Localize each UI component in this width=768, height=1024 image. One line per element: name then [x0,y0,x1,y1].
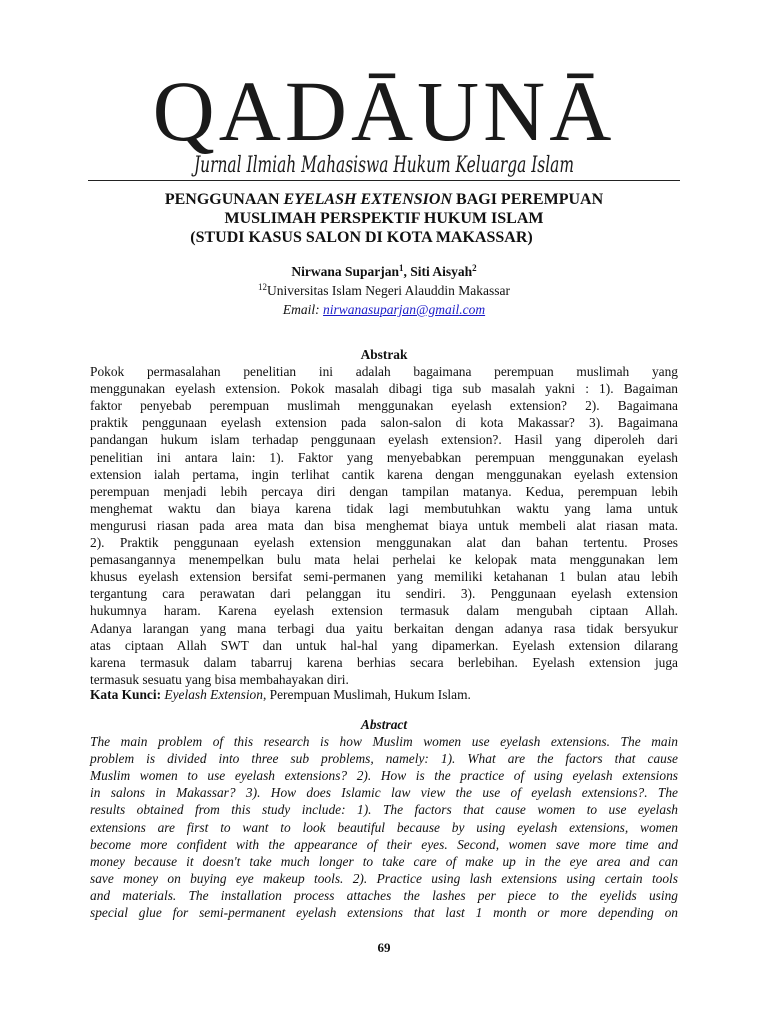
author-block [90,262,678,319]
abstrak-line: pemasangannya menempelkan bulu mata helai perhelai ke kelopak mata menggunakan lem [90,552,678,568]
journal-logo [0,52,768,187]
email-label: Email: [282,302,324,317]
abstrak-line: pandangan hukum islam terhadap penggunaan eyelash extension?. Hasil yang diperoleh dari [90,432,678,448]
author-email [90,300,678,319]
author-affiliation [90,281,678,300]
keyword-emphasis: Eyelash Extension [164,687,263,702]
abstract-line: become more confident with the appearance of their eyes. Second, women save more time and [90,836,678,852]
keywords-rest: , Perempuan Muslimah, Hukum Islam. [262,687,471,702]
abstrak-heading: Abstrak [360,347,408,362]
masthead-divider [88,180,680,181]
page-number: 69 [377,940,391,955]
abstrak-line: atas ciptaan Allah SWT dan untuk hal-hal yang dipamerkan. Eyelash extension dilarang [90,637,678,653]
abstrak-line: faktor penyebab perempuan muslimah menggunakan eyelash extension? 2). Bagaimana [90,398,678,414]
abstract-line: The main problem of this research is how Muslim women use eyelash extensions. The main [90,734,678,750]
abstract-line: results obtained from this study include: 1). The factors that cause women to use eyelash [90,802,678,818]
abstrak-line: hukumnya haram. Karena eyelash extension termasuk dalam mengubah ciptaan Allah. [90,603,678,619]
title-emphasis: EYELASH EXTENSION [283,191,453,208]
abstract-line: extensions are first to want to look beautiful because by using eyelash extensions, women [90,819,678,835]
abstract-line: in salons in Makassar? 3). How does Islamic law view the use of eyelash extensions?. The [90,785,678,801]
title-text: BAGI PEREMPUAN [452,191,604,208]
abstrak-line: extension ialah pertama, ingin terlihat cantik karena dengan menggunakan eyelash extension [90,466,678,482]
author-superscript: 2 [472,263,477,273]
abstrak-line: 2). Praktik penggunaan eyelash extension menggunakan alat dan bahan tertentu. Proses [90,535,678,551]
abstrak-line: Pokok permasalahan penelitian ini adalah bagaimana perempuan muslimah yang [90,364,678,380]
abstract-section [90,716,678,921]
title-line-3: (STUDI KASUS SALON DI KOTA MAKASSAR) [190,229,533,246]
keywords [90,686,678,703]
abstract-line: money because it doesn't take much longer to take care of make up in the eye area and can [90,853,678,869]
title-line-2: MUSLIMAH PERSPEKTIF HUKUM ISLAM [224,210,544,227]
title-text: PENGGUNAAN [164,191,284,208]
abstract-line: and materials. The installation process attaches the lashes per piece to the eyelids using [90,887,678,903]
journal-logo-text: QADĀUNĀ [152,63,616,159]
abstract-heading: Abstract [360,717,408,732]
affiliation-text: Universitas Islam Negeri Alauddin Makassar [267,283,510,298]
keywords-line [90,686,678,703]
email-link[interactable]: nirwanasuparjan@gmail.com [323,302,486,317]
abstrak-line: mengurusi riasan pada area mata dan bisa menghemat biaya untuk membeli alat riasan mata. [90,517,678,533]
abstract-line: special glue for semi-permanent eyelash extensions that last 1 month or more depending on [90,905,678,921]
abstrak-line: Adanya larangan yang mana terbagi dua yaitu berkaitan dengan adanya rasa tidak bersyukur [90,620,678,636]
abstract-line: save money on buying eye makeup tools. 2). Practice using lash extensions using certain tools [90,870,678,886]
author-superscript: 1 [399,263,404,273]
author-names [90,262,678,281]
abstrak-line: menghemat waktu dan biaya karena tidak lagi membutuhkan waktu yang lama untuk [90,500,678,516]
affiliation-superscript: 12 [258,282,268,292]
abstrak-line: karena termasuk dalam tabarruj karena berhias secara berlebihan. Eyelash extension juga [90,654,678,670]
journal-subtitle: Jurnal Ilmiah Mahasiswa Hukum Keluarga Islam [191,153,575,178]
abstract-line: problem is divided into three sub problems, namely: 1). What are the factors that cause [90,751,678,767]
abstrak-line: khusus eyelash extension bersifat semi-permanen yang memiliki ketahanan 1 bulan atau lebih [90,569,678,585]
abstrak-line: praktik penggunaan eyelash extension pada salon-salon di kota Makassar? 3). Bagaimana [90,415,678,431]
abstrak-line: penelitian ini antara lain: 1). Faktor yang menyebabkan perempuan menggunakan eyelash [90,449,678,465]
author-separator: , [403,264,411,279]
abstrak-line: menggunakan eyelash extension. Pokok masalah dibagi tiga sub masalah yakni : 1). Bagaiman [90,381,678,397]
author-name: Nirwana Suparjan [291,264,399,279]
abstrak-line: tergantung cara perawatan dari pelanggan itu sendiri. 3). Penggunaan eyelash extension [90,586,678,602]
keywords-label: Kata Kunci: [90,687,162,702]
abstrak-section [90,346,678,688]
author-name: Siti Aisyah [410,264,473,279]
article-title [90,190,678,247]
abstract-line: Muslim women to use eyelash extensions? 2). How is the practice of using eyelash extensions [90,768,678,784]
journal-masthead [0,52,768,187]
title-line-1 [90,190,678,209]
abstrak-line: termasuk sesuatu yang bisa membahayakan diri. [90,671,349,687]
abstrak-line: perempuan menjadi lebih percaya diri dengan tampilan matanya. Kedua, perempuan lebih [90,483,678,499]
